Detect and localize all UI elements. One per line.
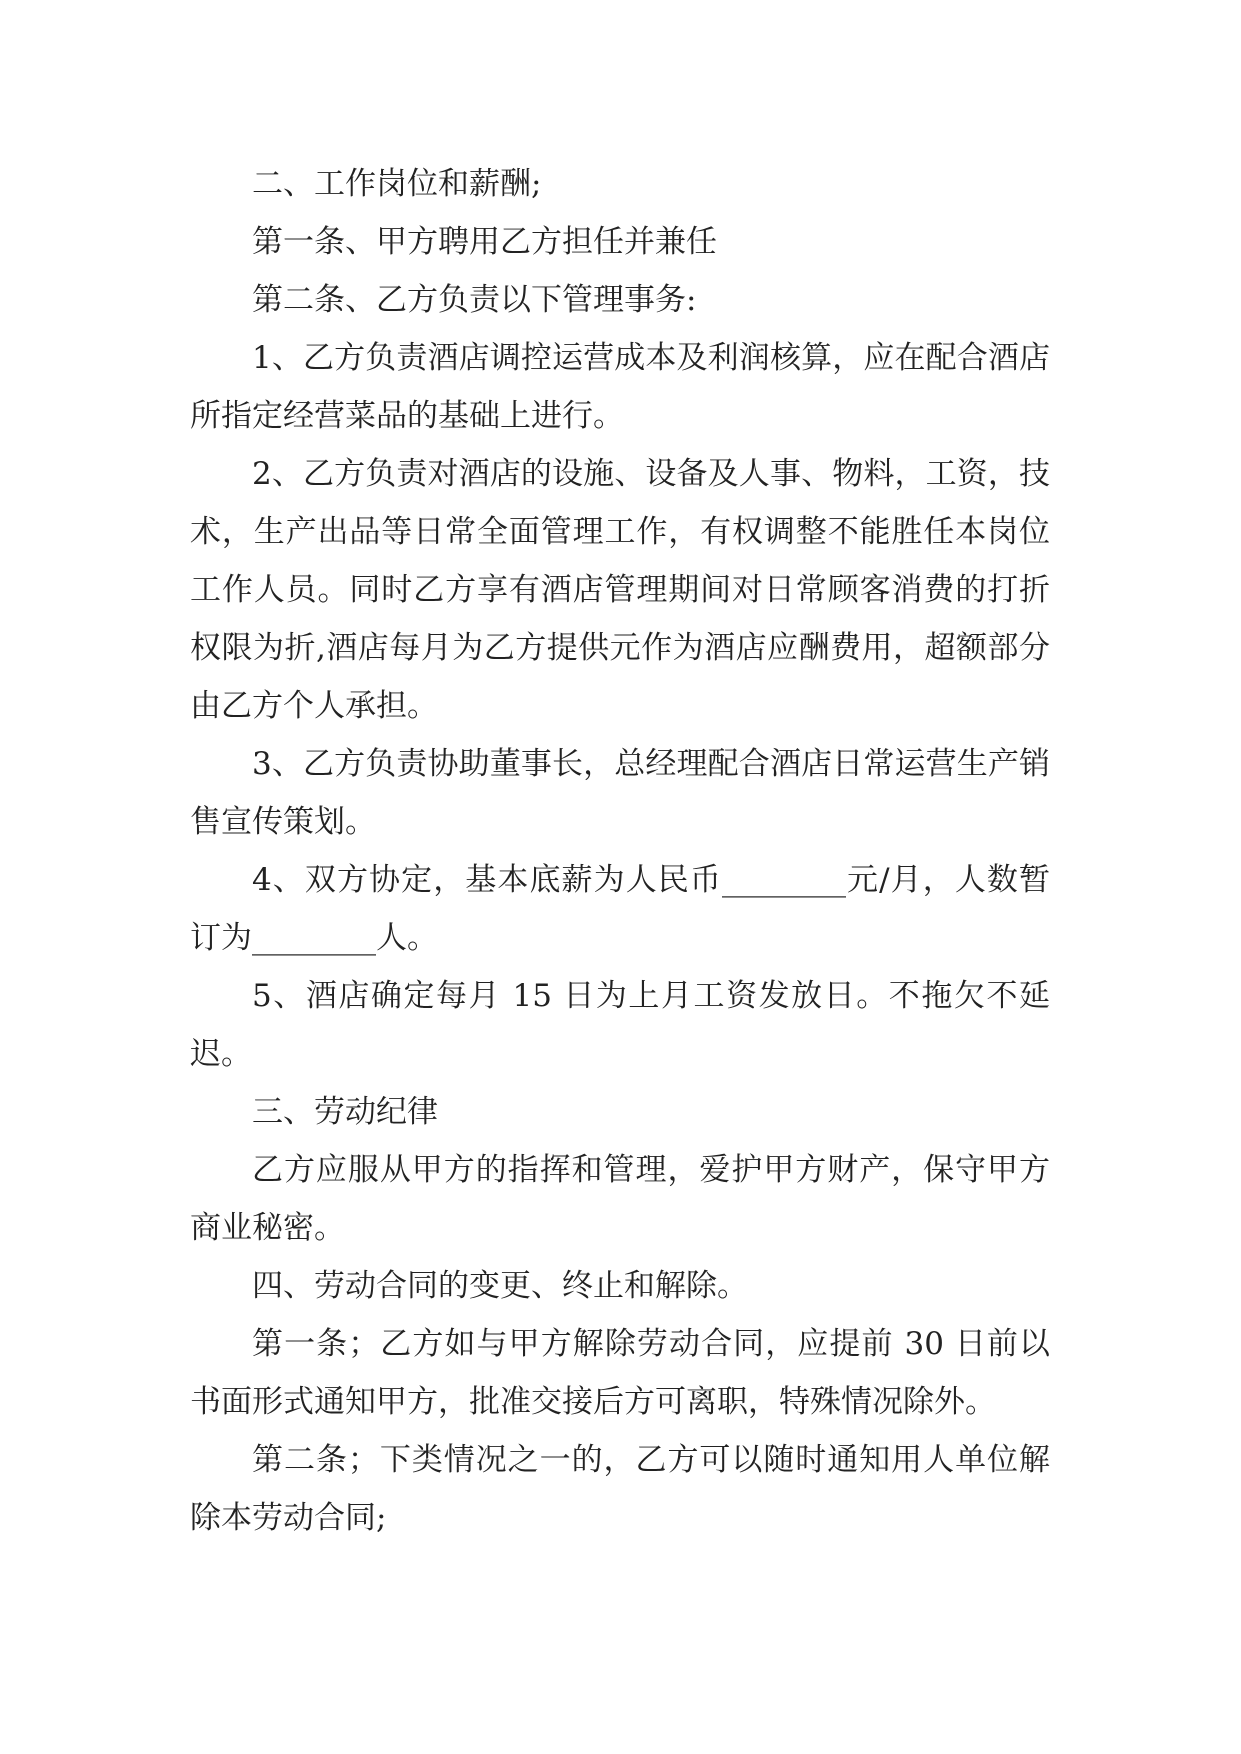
clause-article-2: 第二条、乙方负责以下管理事务: — [252, 282, 697, 318]
termination-article-1: 第一条；乙方如与甲方解除劳动合同，应提前 30 日前以书面形式通知甲方，批准交接后方可离职，特殊情况除外。 — [190, 1326, 1050, 1420]
clause-item-5: 5、酒店确定每月 15 日为上月工资发放日。不拖欠不延迟。 — [190, 978, 1050, 1072]
clause-item-3: 3、乙方负责协助董事长，总经理配合酒店日常运营生产销售宣传策划。 — [190, 746, 1050, 840]
section-heading-contract-changes: 四、劳动合同的变更、终止和解除。 — [252, 1268, 748, 1304]
clause-item-1: 1、乙方负责酒店调控运营成本及利润核算，应在配合酒店所指定经营菜品的基础上进行。 — [190, 340, 1050, 434]
clause-article-1: 第一条、甲方聘用乙方担任并兼任 — [252, 224, 717, 260]
termination-article-2: 第二条；下类情况之一的，乙方可以随时通知用人单位解除本劳动合同; — [190, 1442, 1050, 1536]
document-body — [190, 155, 1050, 1547]
section-heading-labor-discipline: 三、劳动纪律 — [252, 1094, 438, 1130]
discipline-paragraph: 乙方应服从甲方的指挥和管理，爱护甲方财产，保守甲方商业秘密。 — [190, 1152, 1050, 1246]
clause-item-2: 2、乙方负责对酒店的设施、设备及人事、物料，工资，技术，生产出品等日常全面管理工作，有权调整不能胜任本岗位工作人员。同时乙方享有酒店管理期间对日常顾客消费的打折权限为折,酒店每月为乙方提供元作为酒店应酬费用，超额部分由乙方个人承担。 — [190, 456, 1050, 724]
clause-item-4: 4、双方协定，基本底薪为人民币________元/月，人数暂订为________人。 — [190, 862, 1050, 956]
section-heading-job-and-salary: 二、工作岗位和薪酬; — [252, 166, 542, 202]
